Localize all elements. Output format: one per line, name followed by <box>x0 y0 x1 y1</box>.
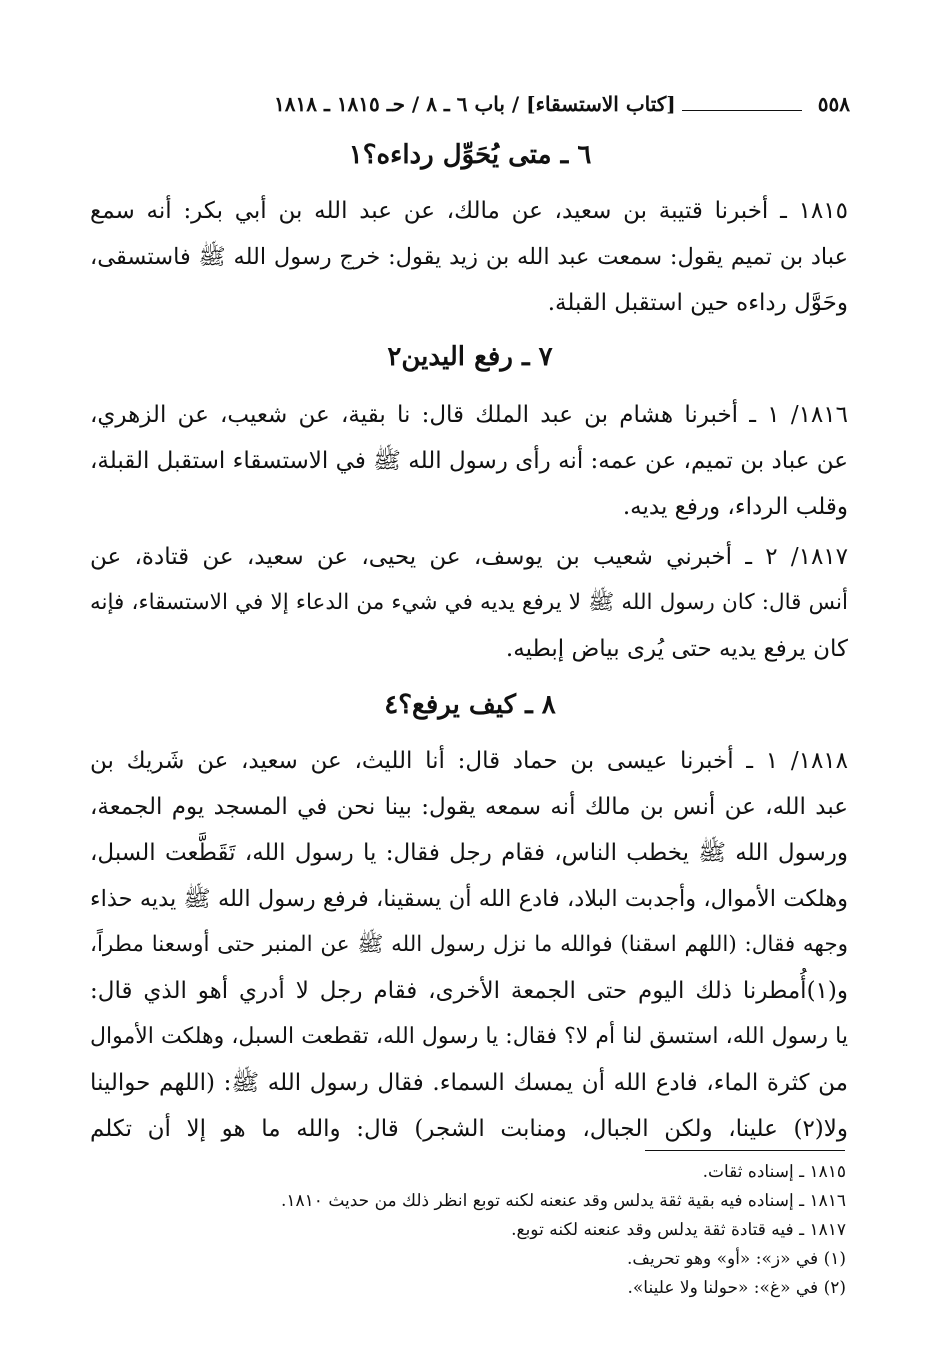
header-rule <box>682 110 802 111</box>
text-line: يا رسول الله، استسق لنا أم لا؟ فقال: يا رسول الله، تقطعت السبل، وهلكت الأموال <box>90 1024 848 1049</box>
footnote: ١٨١٦ ـ إسناده فيه بقية ثقة يدلس وقد عنعنه لكنه توبع انظر ذلك من حديث ١٨١٠. <box>280 1191 846 1211</box>
text-line: ١٨١٥ ـ أخبرنا قتيبة بن سعيد، عن مالك، عن عبد الله بن أبي بكر: أنه سمع <box>90 198 848 224</box>
text-line: وهلكت الأموال، وأجدبت البلاد، فادع الله أن يسقينا، فرفع رسول الله ﷺ يديه حذاء <box>90 886 848 912</box>
footnote: (١) في «ز»: «أو» وهو تحريف. <box>627 1249 846 1269</box>
text-line: وجهه فقال: (اللهم اسقنا) فوالله ما نزل رسول الله ﷺ عن المنبر حتى أوسعنا مطراً، <box>90 932 848 957</box>
text-line: أنس قال: كان رسول الله ﷺ لا يرفع يديه في شيء من الدعاء إلا في الاستسقاء، فإنه <box>90 590 848 615</box>
text-line: من كثرة الماء، فادع الله أن يمسك السماء. فقال رسول الله ﷺ: (اللهم حوالينا <box>90 1070 848 1096</box>
text-line: عن عباد بن تميم، عن عمه: أنه رأى رسول الله ﷺ في الاستسقاء استقبل القبلة، <box>90 448 848 474</box>
text-line: عباد بن تميم يقول: سمعت عبد الله بن زيد يقول: خرج رسول الله ﷺ فاستسقى، <box>90 244 848 270</box>
footnote: (٢) في «غ»: «حولنا ولا علينا». <box>627 1278 846 1298</box>
section-title-6: ٦ ـ متى يُحَوِّل رداءه؟١ <box>348 140 592 170</box>
text-line: عبد الله، عن أنس بن مالك أنه سمعه يقول: بينا نحن في المسجد يوم الجمعة، <box>90 794 848 820</box>
page-header <box>90 88 850 120</box>
text-line: ١٨١٨/ ١ ـ أخبرنا عيسى بن حماد قال: أنا الليث، عن سعيد، عن شَريك بن <box>90 748 848 774</box>
text-line: وقلب الرداء، ورفع يديه. <box>622 494 848 520</box>
text-line: وحَوَّل رداءه حين استقبل القبلة. <box>547 290 848 316</box>
section-title-7: ٧ ـ رفع اليدين٢ <box>387 342 553 372</box>
footnotes <box>90 1158 846 1303</box>
text-line: كان يرفع يديه حتى يُرى بياض إبطيه. <box>505 636 848 662</box>
page-number: ٥٥٨ <box>817 92 850 116</box>
text-line: ولا(٢) علينا، ولكن الجبال، ومنابت الشجر) قال: والله ما هو إلا أن تكلم <box>90 1116 848 1142</box>
text-line: ١٨١٧/ ٢ ـ أخبرني شعيب بن يوسف، عن يحيى، عن سعيد، عن قتادة، عن <box>90 544 848 570</box>
hadith-1818 <box>90 738 848 1152</box>
hadith-1816 <box>90 392 848 530</box>
text-line: ورسول الله ﷺ يخطب الناس، فقام رجل فقال: يا رسول الله، تَقَطَّعت السبل، <box>90 840 848 866</box>
section-title-8: ٨ ـ كيف يرفع؟٤ <box>384 690 556 720</box>
text-line: و(١)أُمطرنا ذلك اليوم حتى الجمعة الأخرى، فقام رجل لا أدري أهو الذي قال: <box>90 978 848 1004</box>
running-title: [كتاب الاستسقاء] / باب ٦ ـ ٨ / حـ ١٨١٥ ـ ١٨١٨ <box>274 92 676 116</box>
footnote: ١٨١٧ ـ فيه قتادة ثقة يدلس وقد عنعنه لكنه توبع. <box>511 1220 846 1240</box>
hadith-1817 <box>90 534 848 672</box>
footnote: ١٨١٥ ـ إسناده ثقات. <box>702 1162 846 1182</box>
hadith-1815 <box>90 188 848 326</box>
footnote-rule <box>645 1150 845 1151</box>
text-line: ١٨١٦/ ١ ـ أخبرنا هشام بن عبد الملك قال: نا بقية، عن شعيب، عن الزهري، <box>90 402 848 428</box>
